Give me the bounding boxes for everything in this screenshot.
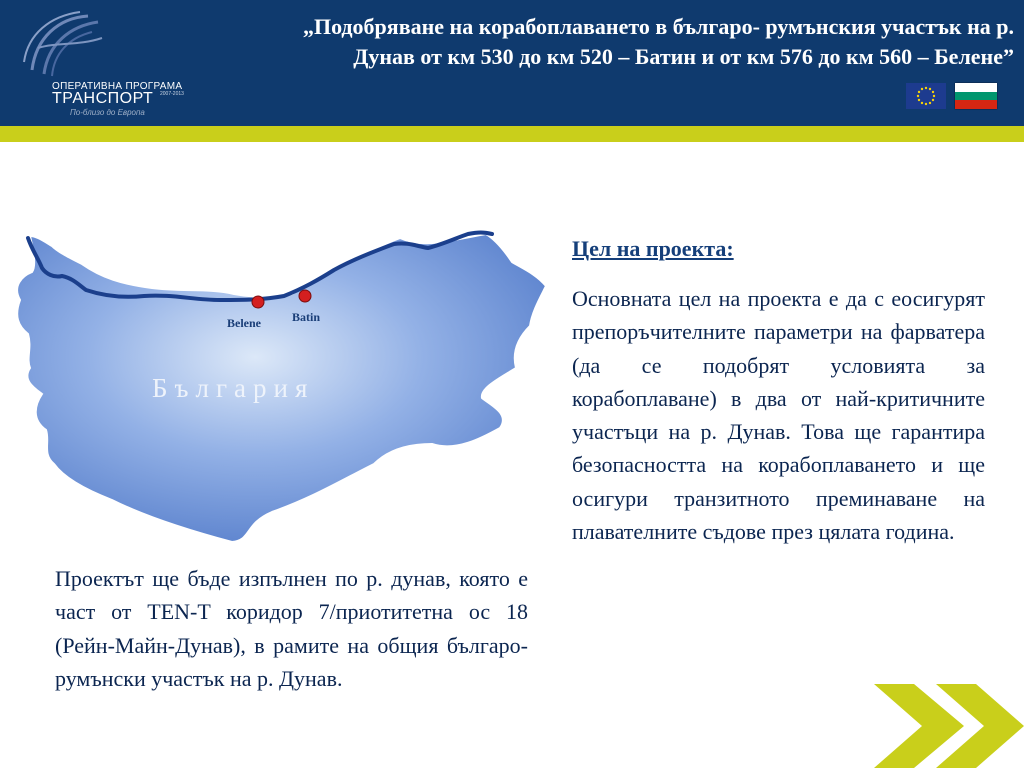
eu-flag-icon (906, 83, 946, 109)
goal-heading: Цел на проекта: (572, 236, 734, 261)
page-title (200, 12, 1014, 72)
accent-bar (0, 126, 1024, 142)
goal-text: Основната цел на проекта е да с еосигурят препоръчителните параметри на фарватера (да се подобрят условията за корабоплаване) в два от най-критичните участъци на р. Дунав. Това ще гарантира безопасността на корабоплаването и ще осигури транзитното преминаване на плавателните съдове през цялата година. (572, 286, 985, 545)
city-label-batin: Batin (292, 310, 321, 324)
double-chevron-icon[interactable] (870, 680, 1024, 768)
country-label: България (152, 373, 315, 403)
logo-program-name: ТРАНСПОРТ (52, 90, 154, 107)
logo-swirl-icon (18, 8, 108, 83)
program-logo (18, 8, 193, 116)
batin-marker (299, 290, 311, 302)
page-title-line-1: „Подобряване на корабоплаването в българо- румънския участък на р. (302, 14, 1014, 39)
bulgaria-flag-icon (955, 83, 997, 109)
logo-program-label: ОПЕРАТИВНА ПРОГРАМА (52, 81, 183, 92)
header-banner (0, 0, 1024, 126)
city-label-belene: Belene (227, 316, 261, 330)
project-description: Проектът ще бъде изпълнен по р. дунав, която е част от TEN-T коридор 7/приотитетна ос 18 (Рейн-Майн-Дунав), в рамите на общия българо-румънски участък на р. Дунав. (55, 566, 528, 691)
logo-years: 2007-2013 (160, 91, 184, 97)
belene-marker (252, 296, 264, 308)
logo-tagline: По-близо до Европа (70, 108, 145, 117)
page-title-line-2: Дунав от км 530 до км 520 – Батин и от км 576 до км 560 – Белене” (353, 44, 1014, 69)
